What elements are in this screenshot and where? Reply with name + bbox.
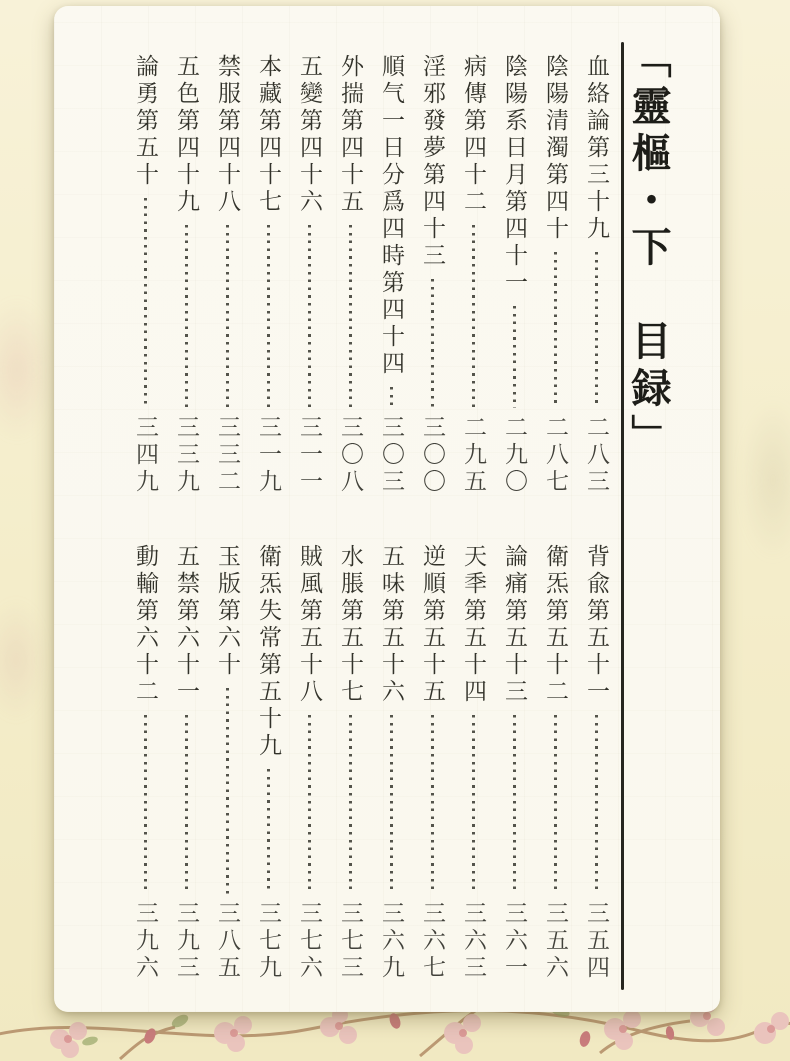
toc-entry-title: 五色第四十九	[174, 54, 199, 216]
dotted-leader	[390, 715, 393, 894]
toc-entry-title: 玉版第六十	[215, 544, 240, 679]
toc-entry	[296, 544, 323, 982]
dotted-leader	[267, 225, 270, 408]
toc-entry	[173, 54, 200, 496]
dotted-leader	[308, 225, 311, 408]
dotted-leader	[144, 715, 147, 894]
toc-entry-page-number: 三六七	[420, 901, 445, 982]
dotted-leader	[472, 225, 475, 408]
toc-entry-page-number: 三三九	[174, 415, 199, 496]
toc-entry	[460, 54, 487, 496]
toc-entry-title: 淫邪發夢第四十三	[420, 54, 445, 270]
toc-entry-title: 禁服第四十八	[215, 54, 240, 216]
toc-entry	[337, 54, 364, 496]
toc-entry	[419, 54, 446, 496]
dotted-leader	[554, 252, 557, 408]
toc-entry	[460, 544, 487, 982]
dotted-leader	[185, 225, 188, 408]
toc-entry	[255, 54, 282, 496]
toc-entry-page-number: 三六一	[502, 901, 527, 982]
toc-entry-page-number: 三一一	[297, 415, 322, 496]
toc-entry	[419, 544, 446, 982]
toc-entry-page-number: 三六九	[379, 901, 404, 982]
toc-entry-title: 五味第五十六	[379, 544, 404, 706]
toc-entry	[255, 544, 282, 982]
toc-entry-title: 動輸第六十二	[133, 544, 158, 706]
toc-entry-title: 衛炁失常第五十九	[256, 544, 281, 760]
toc-entry	[173, 544, 200, 982]
toc-entry-title: 逆順第五十五	[420, 544, 445, 706]
toc-entry-title: 血絡論第三十九	[584, 54, 609, 243]
dotted-leader	[472, 715, 475, 894]
toc-entry-title: 順气一日分爲四時第四十四	[379, 54, 404, 378]
toc-entry-page-number: 三〇八	[338, 415, 363, 496]
toc-entry-title: 外揣第四十五	[338, 54, 363, 216]
dotted-leader	[185, 715, 188, 894]
toc-entry-page-number: 三四九	[133, 415, 158, 496]
dotted-leader	[308, 715, 311, 894]
toc-entry-title: 五禁第六十一	[174, 544, 199, 706]
toc-entry-page-number: 三七六	[297, 901, 322, 982]
book-title-vertical: ﹁靈樞・下 目録﹂	[626, 38, 671, 461]
toc-entry-title: 論勇第五十	[133, 54, 158, 189]
dotted-leader	[144, 198, 147, 408]
toc-entry	[214, 544, 241, 982]
toc-entry-page-number: 三九六	[133, 901, 158, 982]
toc-entry-page-number: 二九五	[461, 415, 486, 496]
dotted-leader	[595, 252, 598, 408]
toc-entry-title: 五變第四十六	[297, 54, 322, 216]
dotted-leader	[390, 387, 393, 408]
toc-entry	[542, 544, 569, 982]
toc-entry	[583, 54, 610, 496]
toc-entry-page-number: 三六三	[461, 901, 486, 982]
toc-entry-page-number: 三八五	[215, 901, 240, 982]
toc-entry-title: 賊風第五十八	[297, 544, 322, 706]
left-edge-blossom-smudge	[0, 300, 52, 440]
dotted-leader	[595, 715, 598, 894]
toc-entry	[542, 54, 569, 496]
toc-entry-page-number: 二八三	[584, 415, 609, 496]
dotted-leader	[349, 715, 352, 894]
dotted-leader	[513, 715, 516, 894]
toc-entry-page-number: 三〇三	[379, 415, 404, 496]
left-edge-blossom-smudge	[0, 600, 46, 720]
toc-entry-page-number: 三五六	[543, 901, 568, 982]
toc-entry-page-number: 三九三	[174, 901, 199, 982]
toc-entry-title: 背兪第五十一	[584, 544, 609, 706]
toc-entry-title: 天秊第五十四	[461, 544, 486, 706]
toc-entry	[378, 54, 405, 496]
toc-entry-page-number: 三五四	[584, 901, 609, 982]
toc-section-chapters-39-50	[132, 54, 610, 496]
dotted-leader	[226, 225, 229, 408]
dotted-leader	[431, 279, 434, 408]
toc-entry	[583, 544, 610, 982]
toc-entry-title: 論痛第五十三	[502, 544, 527, 706]
paper-page	[54, 6, 720, 1012]
dotted-leader	[267, 769, 270, 894]
toc-entry-page-number: 三三二	[215, 415, 240, 496]
dotted-leader	[349, 225, 352, 408]
toc-entry-title: 陰陽清濁第四十	[543, 54, 568, 243]
dotted-leader	[513, 306, 516, 408]
dotted-leader	[554, 715, 557, 894]
toc-entry-page-number: 三七九	[256, 901, 281, 982]
toc-entry	[378, 544, 405, 982]
toc-section-chapters-51-62	[132, 544, 610, 982]
dotted-leader	[431, 715, 434, 894]
dotted-leader	[226, 688, 229, 894]
toc-entry-page-number: 二八七	[543, 415, 568, 496]
toc-entry	[132, 544, 159, 982]
toc-entry	[296, 54, 323, 496]
toc-entry-title: 衛炁第五十二	[543, 544, 568, 706]
toc-entry	[214, 54, 241, 496]
toc-entry	[501, 54, 528, 496]
toc-entry-title: 病傳第四十二	[461, 54, 486, 216]
title-divider-line	[621, 42, 624, 990]
toc-entry	[337, 544, 364, 982]
toc-entry-page-number: 三七三	[338, 901, 363, 982]
toc-entry-title: 水脹第五十七	[338, 544, 363, 706]
toc-entry	[132, 54, 159, 496]
toc-entry-title: 本藏第四十七	[256, 54, 281, 216]
toc-entry-page-number: 三〇〇	[420, 415, 445, 496]
right-edge-scan-smudge	[740, 400, 790, 560]
toc-entry-page-number: 二九〇	[502, 415, 527, 496]
toc-entry-title: 陰陽系日月第四十一	[502, 54, 527, 297]
toc-entry-page-number: 三一九	[256, 415, 281, 496]
toc-entry	[501, 544, 528, 982]
